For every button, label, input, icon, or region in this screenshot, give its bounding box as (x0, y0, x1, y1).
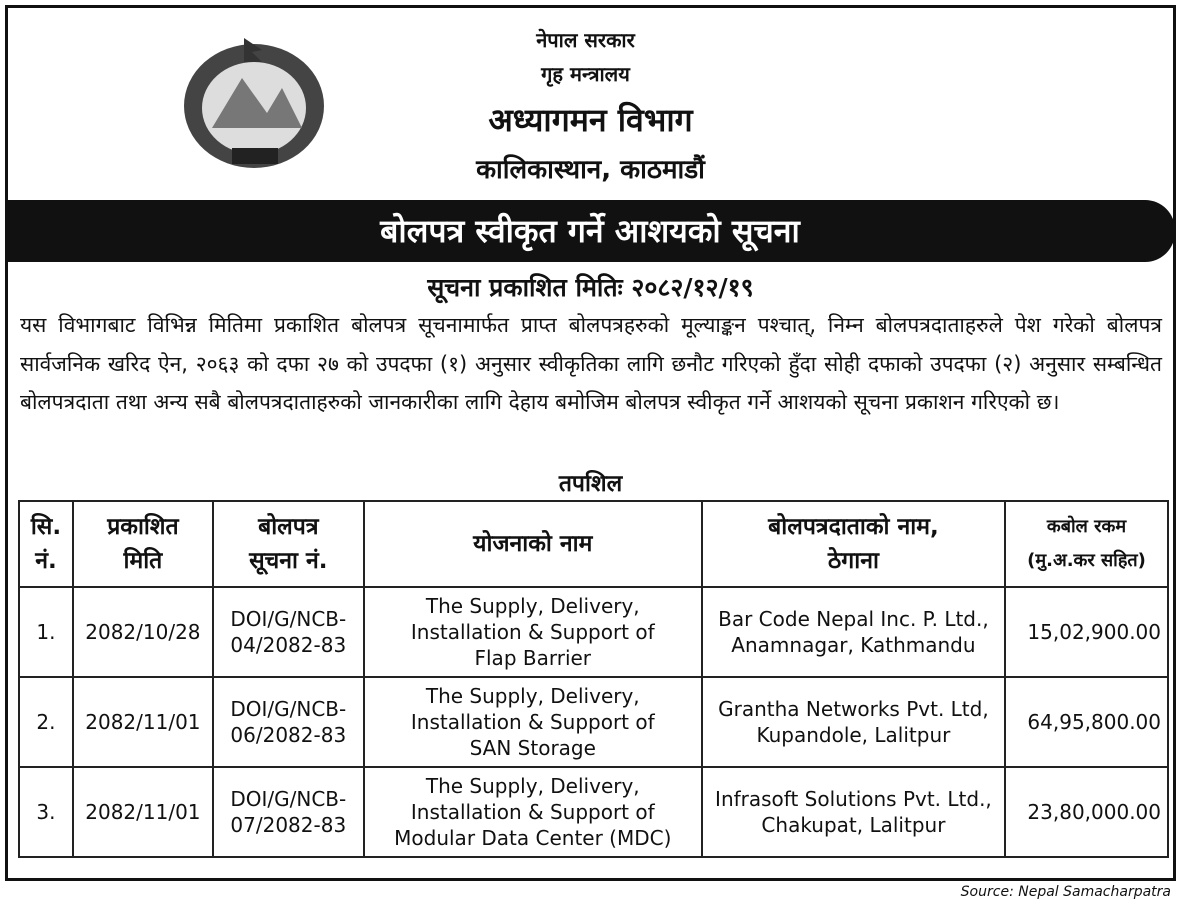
cell-sn: 3. (19, 767, 73, 857)
cell-sn: 1. (19, 587, 73, 677)
cell-date: 2082/10/28 (73, 587, 213, 677)
header-date: प्रकाशित मिति (73, 501, 213, 587)
cell-notice-no: DOI/G/NCB- 07/2082-83 (213, 767, 364, 857)
notice-title-banner: बोलपत्र स्वीकृत गर्ने आशयको सूचना (5, 200, 1175, 262)
bid-table (18, 500, 1169, 858)
table-header-row (19, 501, 1168, 587)
cell-project: The Supply, Delivery, Installation & Support of SAN Storage (364, 677, 702, 767)
cell-bidder: Bar Code Nepal Inc. P. Ltd., Anamnagar, Kathmandu (702, 587, 1005, 677)
notice-body: यस विभागबाट विभिन्न मितिमा प्रकाशित बोलपत्र सूचनामार्फत प्राप्त बोलपत्रहरुको मूल्याङ्कन पश्चात्, निम्न बोलपत्रदाताहरुले पेश गरेको बोलपत्र सार्वजनिक खरिद ऐन, २०६३ को दफा २७ को उपदफा (१) अनुसार स्वीकृतिका लागि छनौट गरिएको हुँदा सोही दफाको उपदफा (२) अनुसार सम्बन्धित बोलपत्रदाता तथा अन्य सबै बोलपत्रदाताहरुको जानकारीका लागि देहाय बमोजिम बोलपत्र स्वीकृत गर्ने आशयको सूचना प्रकाशन गरिएको छ। (20, 313, 1162, 414)
cell-bidder: Infrasoft Solutions Pvt. Ltd., Chakupat, Lalitpur (702, 767, 1005, 857)
header-line-government: नेपाल सरकार (536, 28, 635, 52)
header-department: अध्यागमन विभाग (488, 101, 693, 139)
header-bidder: बोलपत्रदाताको नाम, ठेगाना (702, 501, 1005, 587)
cell-bidder: Grantha Networks Pvt. Ltd, Kupandole, Lalitpur (702, 677, 1005, 767)
published-date: सूचना प्रकाशित मितिः २०८२/१२/१९ (427, 273, 754, 302)
header-amount: कबोल रकम (मु.अ.कर सहित) (1005, 501, 1168, 587)
table-title: तपशिल (558, 471, 623, 497)
cell-amount: 15,02,900.00 (1005, 587, 1168, 677)
header-line-ministry: गृह मन्त्रालय (541, 62, 630, 86)
cell-project: The Supply, Delivery, Installation & Support of Modular Data Center (MDC) (364, 767, 702, 857)
cell-project: The Supply, Delivery, Installation & Support of Flap Barrier (364, 587, 702, 677)
cell-sn: 2. (19, 677, 73, 767)
source-credit: Source: Nepal Samacharpatra (960, 884, 1171, 900)
table-row (19, 677, 1168, 767)
header-project: योजनाको नाम (364, 501, 702, 587)
header-sn: सि. नं. (19, 501, 73, 587)
header-location: कालिकास्थान, काठमाडौं (476, 155, 705, 185)
cell-date: 2082/11/01 (73, 767, 213, 857)
cell-notice-no: DOI/G/NCB- 04/2082-83 (213, 587, 364, 677)
table-row (19, 587, 1168, 677)
cell-amount: 23,80,000.00 (1005, 767, 1168, 857)
cell-amount: 64,95,800.00 (1005, 677, 1168, 767)
cell-date: 2082/11/01 (73, 677, 213, 767)
table-row (19, 767, 1168, 857)
cell-notice-no: DOI/G/NCB- 06/2082-83 (213, 677, 364, 767)
header-notice-no: बोलपत्र सूचना नं. (213, 501, 364, 587)
